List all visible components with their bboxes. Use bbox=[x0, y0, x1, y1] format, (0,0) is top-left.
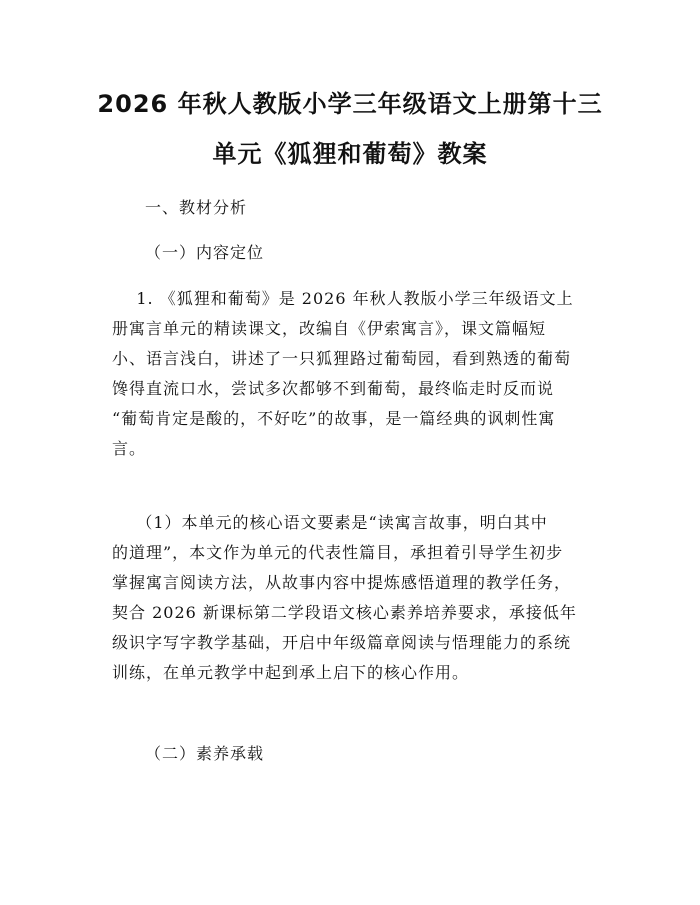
paragraph-1-line: 册寓言单元的精读课文，改编自《伊索寓言》，课文篇幅短 bbox=[112, 319, 547, 338]
paragraph-1-line: “葡萄肯定是酸的，不好吃”的故事，是一篇经典的讽刺性寓 bbox=[112, 409, 556, 428]
paragraph-2-line: 掌握寓言阅读方法，从故事内容中提炼感悟道理的教学任务， bbox=[112, 573, 572, 592]
paragraph-2-line: 的道理”，本文作为单元的代表性篇目，承担着引导学生初步 bbox=[112, 543, 564, 562]
paragraph-1 bbox=[112, 284, 602, 464]
section-heading-teaching-material-analysis: 一、教材分析 bbox=[145, 198, 248, 217]
paragraph-2 bbox=[112, 508, 602, 688]
paragraph-1-line: 馋得直流口水，尝试多次都够不到葡萄，最终临走时反而说 bbox=[112, 379, 555, 398]
paragraph-2-line: （1）本单元的核心语文要素是“读寓言故事，明白其中 bbox=[112, 513, 548, 532]
paragraph-1-line: 言。 bbox=[112, 439, 147, 458]
document-title-line-2: 单元《狐狸和葡萄》教案 bbox=[212, 140, 488, 168]
subsection-heading-literacy-bearing: （二）素养承载 bbox=[145, 744, 265, 763]
subsection-heading-content-positioning: （一）内容定位 bbox=[145, 243, 265, 262]
paragraph-2-line: 级识字写字教学基础，开启中年级篇章阅读与悟理能力的系统 bbox=[112, 633, 572, 652]
paragraph-2-line: 训练，在单元教学中起到承上启下的核心作用。 bbox=[112, 663, 470, 682]
paragraph-2-line: 契合 2026 新课标第二学段语文核心素养培养要求，承接低年 bbox=[112, 603, 577, 622]
paragraph-1-line: 小、语言浅白，讲述了一只狐狸路过葡萄园，看到熟透的葡萄 bbox=[112, 349, 572, 368]
document-title-line-1: 2026 年秋人教版小学三年级语文上册第十三 bbox=[97, 90, 603, 118]
paragraph-1-line: 1. 《狐狸和葡萄》是 2026 年秋人教版小学三年级语文上 bbox=[112, 289, 574, 308]
